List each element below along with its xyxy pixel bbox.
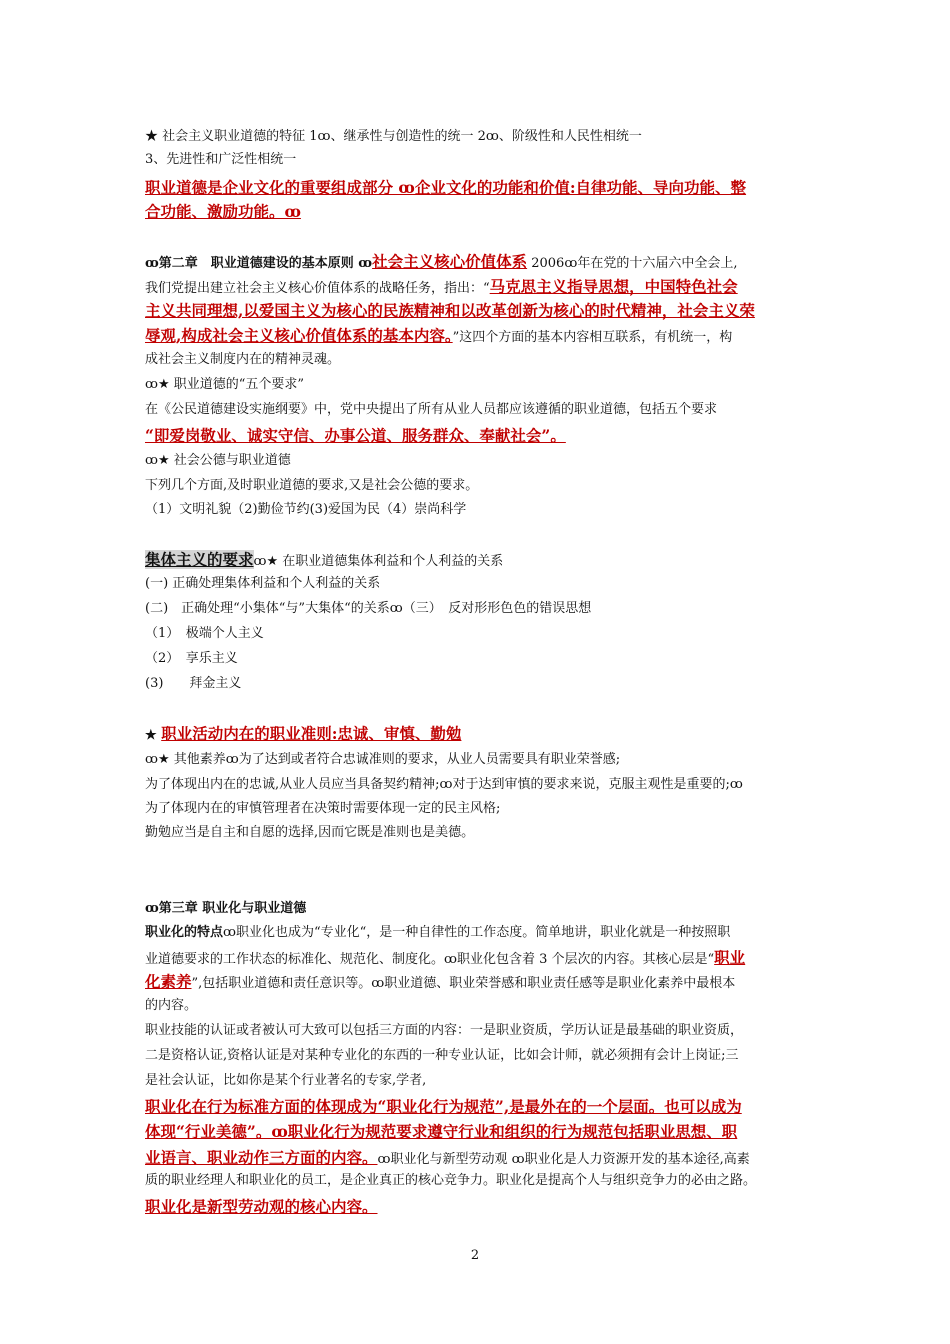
highlight-span: 业语言、职业动作三方面的内容。: [145, 1148, 378, 1167]
text-line: [145, 324, 732, 348]
page-number: 2: [470, 1248, 480, 1263]
highlight-span: 辱观,构成社会主义核心价值体系的基本内容。: [145, 326, 453, 345]
text-span: 我们党提出建立社会主义核心价值体系的战略任务，指出：“: [145, 281, 490, 296]
principles-line: [145, 722, 461, 746]
highlight-line: 合功能、激励功能。ꝏ: [145, 202, 301, 221]
list-item: （2） 享乐主义: [145, 651, 238, 666]
text-line: [145, 923, 730, 943]
text-line: 是社会认证，比如你是某个行业著名的专家,学者,: [145, 1073, 427, 1088]
text-span: ”,包括职业道德和责任意识等。ꝏ职业道德、职业荣誉感和职业责任感等是职业化素养中最根本: [191, 976, 736, 991]
highlight-line: 职业道德是企业文化的重要组成部分 ꝏ企业文化的功能和价值:自律功能、导向功能、整: [145, 178, 747, 197]
list-item: (3) 拜金主义: [145, 676, 242, 691]
text-line: [145, 275, 738, 299]
text-line: ★ 社会主义职业道德的特征 1ꝏ、继承性与创造性的统一 2ꝏ、阶级性和人民性相统一: [145, 129, 642, 144]
text-line: [145, 946, 745, 970]
star-icon: ★: [145, 728, 162, 743]
highlight-line: “即爱岗敬业、诚实守信、办事公道、服务群众、奉献社会”。: [145, 426, 566, 445]
highlight-line: 职业化是新型劳动观的核心内容。: [145, 1197, 378, 1216]
chapter-title: ꝏ第三章 职业化与职业道德: [145, 901, 307, 916]
text-line: [145, 1146, 750, 1170]
text-line: 在《公民道德建设实施纲要》中，党中央提出了所有从业人员都应该遵循的职业道德，包括五个要求: [145, 402, 718, 417]
text-span: 业道德要求的工作状态的标准化、规范化、制度化。ꝏ职业化包含着 3 个层次的内容。其核心层是“: [145, 952, 715, 967]
highlight-line: 主义共同理想,以爱国主义为核心的民族精神和以改革创新为核心的时代精神，社会主义荣: [145, 301, 755, 320]
text-line: 3、先进性和广泛性相统一: [145, 152, 297, 167]
highlight-span: 化素养: [145, 972, 192, 991]
list-item: （1） 极端个人主义: [145, 626, 264, 641]
collectivism-line: [145, 548, 503, 572]
text-line: 下列几个方面,及时职业道德的要求,又是社会公德的要求。: [145, 478, 479, 493]
list-item: (二) 正确处理“小集体“与”大集体“的关系ꝏ（三） 反对形形色色的错误思想: [145, 601, 592, 616]
text-line: 成社会主义制度内在的精神灵魂。: [145, 352, 341, 367]
text-line: 质的职业经理人和职业化的员工，是企业真正的核心竞争力。职业化是提高个人与组织竞争力的必由之路。: [145, 1173, 757, 1188]
section-heading: ꝏ★ 社会公德与职业道德: [145, 453, 291, 468]
text-line: 为了体现出内在的忠诚,从业人员应当具备契约精神;ꝏ对于达到审慎的要求来说，克服主观性是重要的;ꝏ: [145, 777, 743, 792]
section-title: 集体主义的要求: [145, 550, 254, 569]
text-span: ꝏ职业化与新型劳动观 ꝏ职业化是人力资源开发的基本途径,高素: [377, 1152, 750, 1167]
text-span: ꝏ★ 在职业道德集体利益和个人利益的关系: [253, 554, 504, 569]
chapter-title: ꝏ第二章 职业道德建设的基本原则 ꝏ: [145, 256, 373, 271]
highlight-span: 职业: [714, 948, 746, 967]
section-heading: ꝏ★ 职业道德的“五个要求”: [145, 377, 305, 392]
text-line: 勤勉应当是自主和自愿的选择,因而它既是准则也是美德。: [145, 825, 475, 840]
key-term: 社会主义核心价值体系: [372, 252, 528, 271]
term-label: 职业化的特点: [145, 925, 224, 940]
list-item: (一) 正确处理集体利益和个人利益的关系: [145, 576, 381, 591]
highlight-line: 体现“行业美德”。ꝏ职业化行为规范要求遵守行业和组织的行为规范包括职业思想、职: [145, 1122, 738, 1141]
text-line: 二是资格认证,资格认证是对某种专业化的东西的一种专业认证，比如会计师，就必须拥有会计上岗证;三: [145, 1048, 739, 1063]
chapter-two-line: [145, 250, 737, 274]
text-span: 2006ꝏ年在党的十六届六中全会上,: [527, 256, 738, 271]
text-line: ꝏ★ 其他素养ꝏ为了达到或者符合忠诚准则的要求，从业人员需要具有职业荣誉感;: [145, 752, 621, 767]
text-line: 职业技能的认证或者被认可大致可以包括三方面的内容：一是职业资质，学历认证是最基础的职业资质，: [145, 1023, 744, 1038]
text-line: [145, 970, 735, 994]
text-line: 为了体现内在的审慎管理者在决策时需要体现一定的民主风格;: [145, 801, 501, 816]
text-span: ꝏ职业化也成为“专业化“，是一种自律性的工作态度。简单地讲，职业化就是一种按照职: [223, 925, 731, 940]
highlight-span: 马克思主义指导思想，中国特色社会: [489, 277, 738, 296]
text-line: 的内容。: [145, 998, 198, 1013]
highlight-line: 职业化在行为标准方面的体现成为“职业化行为规范”,是最外在的一个层面。也可以成为: [145, 1097, 742, 1116]
highlight-span: 职业活动内在的职业准则:忠诚、审慎、勤勉: [161, 724, 462, 743]
text-line: （1）文明礼貌（2)勤俭节约(3)爱国为民（4）崇尚科学: [145, 502, 467, 517]
text-span: ”这四个方面的基本内容相互联系，有机统一，构: [452, 330, 733, 345]
